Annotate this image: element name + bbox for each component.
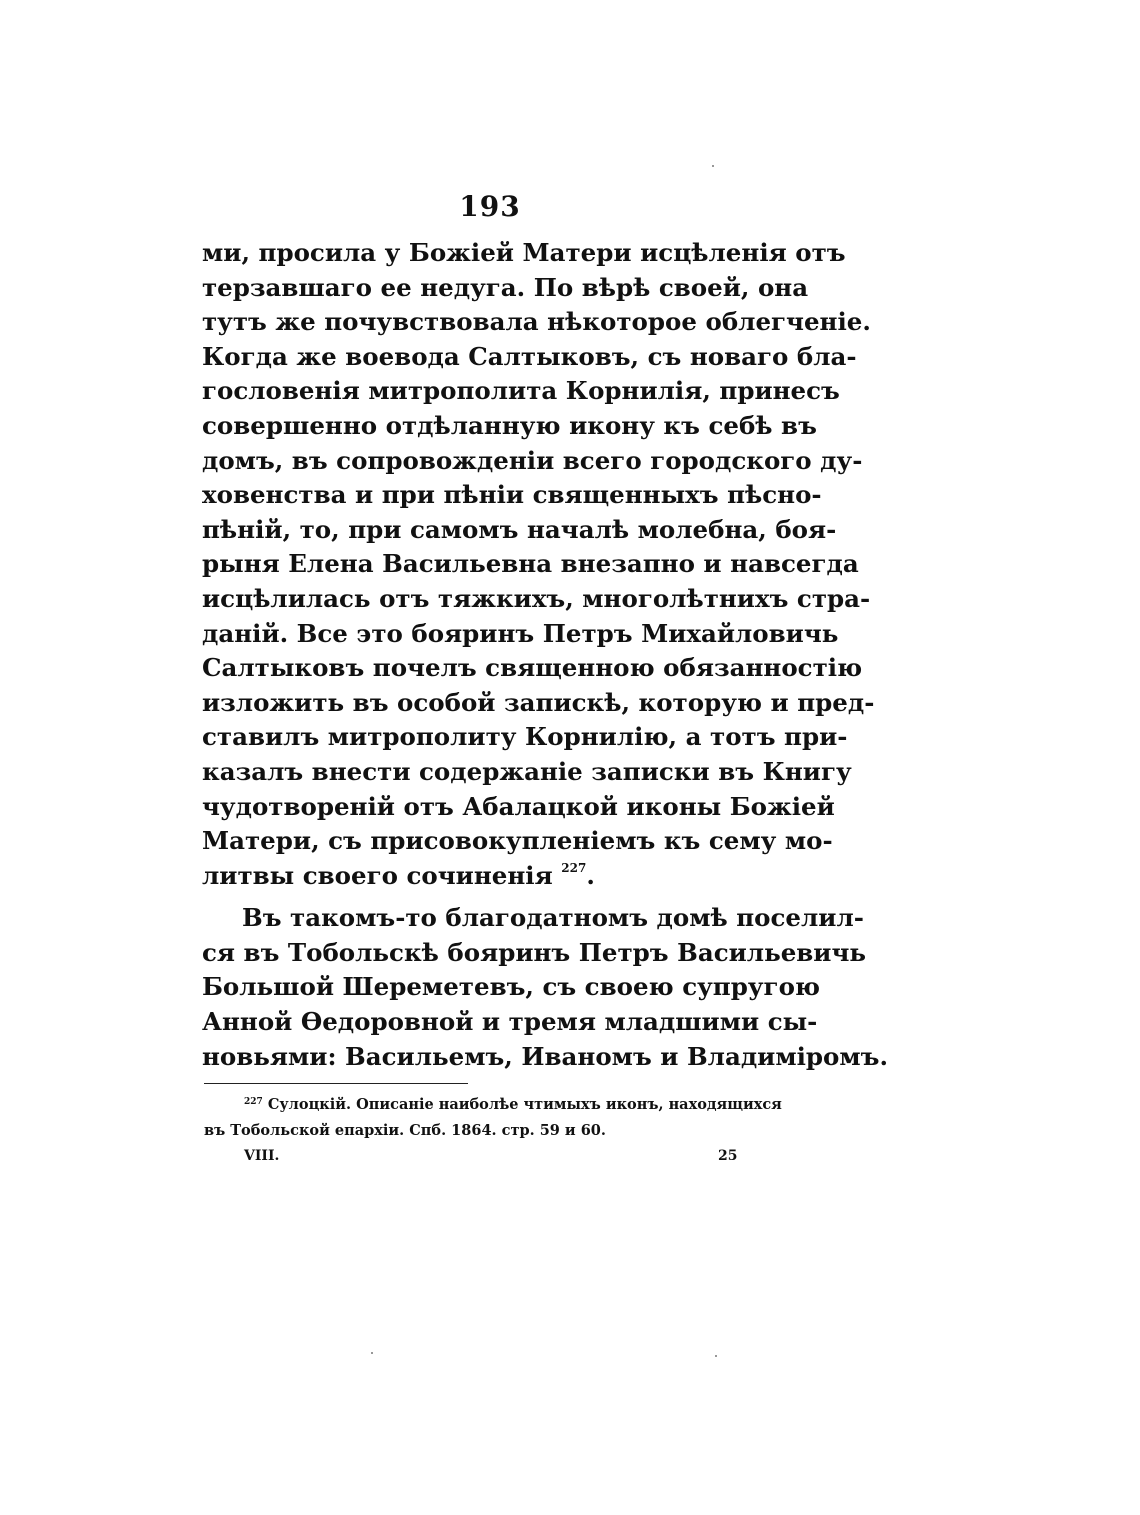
footnote-line: въ Тобольской епархiи. Спб. 1864. стр. 59 и 60. [204, 1122, 606, 1139]
paragraph-line: Въ такомъ-то благодатномъ домѣ поселил- [242, 903, 864, 933]
text-line: ховенства и при пѣнiи священныхъ пѣсно- [202, 480, 822, 510]
text-line: совершенно отдѣланную икону къ себѣ въ [202, 410, 817, 440]
text-line: Матери, съ присовокупленiемъ къ сему мо- [202, 826, 833, 856]
text-line: чудотворенiй отъ Абалацкой иконы Божiей [202, 791, 835, 821]
main-text [202, 236, 888, 1074]
footnote-text: Сулоцкiй. Описанiе наиболѣе чтимыхъ иконъ, находящихся [267, 1096, 782, 1113]
footnote [204, 1092, 782, 1144]
paragraph-line: новьями: Васильемъ, Иваномъ и Владимiромъ. [202, 1041, 888, 1071]
text-line: данiй. Все это бояринъ Петръ Михайловичь [202, 618, 839, 648]
text-line: изложить въ особой запискѣ, которую и пред- [202, 687, 875, 717]
text-line: гословенiя митрополита Корнилiя, принесъ [202, 376, 840, 406]
footnote-line [204, 1092, 782, 1118]
text-line: ми, просила у Божiей Матери исцѣленiя отъ [202, 238, 846, 267]
text-line: пѣнiй, то, при самомъ началѣ молебна, боя- [202, 514, 837, 544]
text-line: Салтыковъ почелъ священною обязанностiю [202, 653, 863, 683]
paper-speck [715, 1355, 717, 1357]
paper-speck [712, 165, 714, 167]
text-line: казалъ внести содержанiе записки въ Книгу [202, 756, 852, 786]
text-line-content: литвы своего сочиненiя [202, 860, 553, 890]
footnote-divider [204, 1083, 468, 1084]
paragraph-line: Большой Шереметевъ, съ своею супругою [202, 972, 821, 1002]
text-line: рыня Елена Васильевна внезапно и навсегда [202, 549, 859, 579]
text-line: домъ, въ сопровожденiи всего городского ду- [202, 445, 863, 475]
sheet-number: 25 [718, 1148, 738, 1164]
text-line: исцѣлилась отъ тяжкихъ, многолѣтнихъ стра- [202, 583, 871, 613]
paragraph-line: ся въ Тобольскѣ бояринъ Петръ Васильевичь [202, 937, 867, 967]
text-line-last [202, 859, 776, 894]
text-line: тутъ же почувствовала нѣкоторое облегченiе. [202, 307, 871, 337]
volume-signature: VIII. [244, 1148, 280, 1164]
page-number: 193 [459, 190, 521, 223]
footnote-ref-trail: . [586, 860, 595, 890]
footnote-marker: 227 [244, 1097, 263, 1107]
text-line: ставилъ митрополиту Корнилiю, а тотъ при- [202, 722, 848, 752]
text-line: Когда же воевода Салтыковъ, съ новаго бла- [202, 341, 857, 371]
paragraph-line: Анной Өедоровной и тремя младшими сы- [202, 1007, 818, 1037]
paper-speck [371, 1352, 373, 1354]
text-line: терзавшаго ее недуга. По вѣрѣ своей, она [202, 272, 809, 302]
footnote-reference[interactable]: 227 [561, 860, 587, 875]
